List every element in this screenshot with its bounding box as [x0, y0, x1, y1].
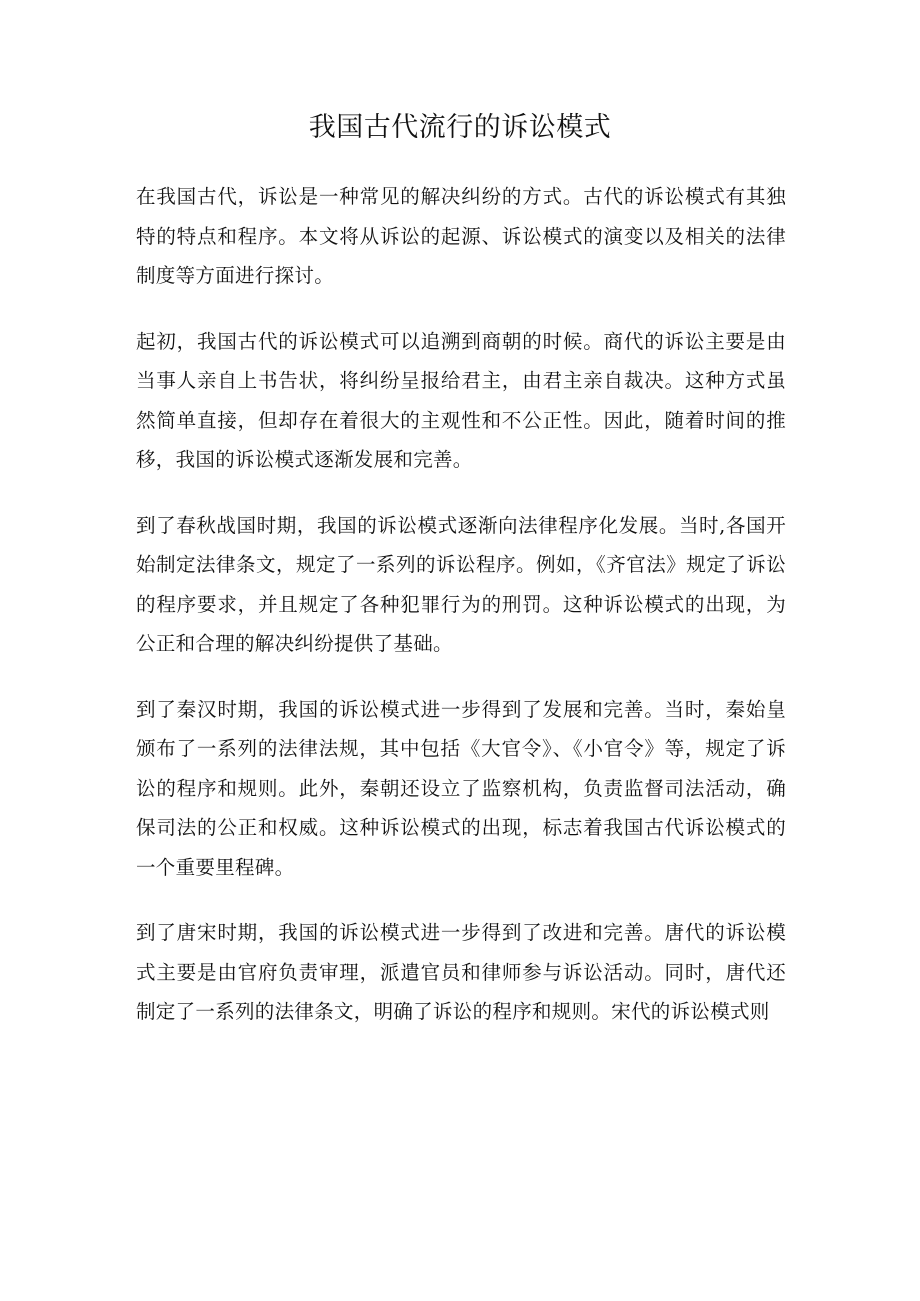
document-body [136, 177, 786, 1058]
paragraph-intro: 在我国古代，诉讼是一种常见的解决纠纷的方式。古代的诉讼模式有其独特的特点和程序。本文将从诉讼的起源、诉讼模式的演变以及相关的法律制度等方面进行探讨。 [136, 185, 786, 287]
paragraph-qin-han: 到了秦汉时期，我国的诉讼模式进一步得到了发展和完善。当时，秦始皇颁布了一系列的法律法规，其中包括《大官令》、《小官令》等，规定了诉讼的程序和规则。此外，秦朝还设立了监察机构，负责监督司法活动，确保司法的公正和权威。这种诉讼模式的出现，标志着我国古代诉讼模式的一个重要里程碑。 [136, 697, 786, 879]
paragraph-shang-dynasty: 起初，我国古代的诉讼模式可以追溯到商朝的时候。商代的诉讼主要是由当事人亲自上书告状，将纠纷呈报给君主，由君主亲自裁决。这种方式虽然简单直接，但却存在着很大的主观性和不公正性。因此，随着时间的推移，我国的诉讼模式逐渐发展和完善。 [136, 329, 786, 471]
paragraph-tang-song: 到了唐宋时期，我国的诉讼模式进一步得到了改进和完善。唐代的诉讼模式主要是由官府负责审理，派遣官员和律师参与诉讼活动。同时，唐代还制定了一系列的法律条文，明确了诉讼的程序和规则。宋代的诉讼模式则 [136, 921, 786, 1023]
paragraph-spring-autumn-warring-states: 到了春秋战国时期，我国的诉讼模式逐渐向法律程序化发展。当时,各国开始制定法律条文，规定了一系列的诉讼程序。例如，《齐官法》规定了诉讼的程序要求，并且规定了各种犯罪行为的刑罚。这种诉讼模式的出现，为公正和合理的解决纠纷提供了基础。 [136, 513, 786, 655]
document-title: 我国古代流行的诉讼模式 [308, 112, 612, 143]
